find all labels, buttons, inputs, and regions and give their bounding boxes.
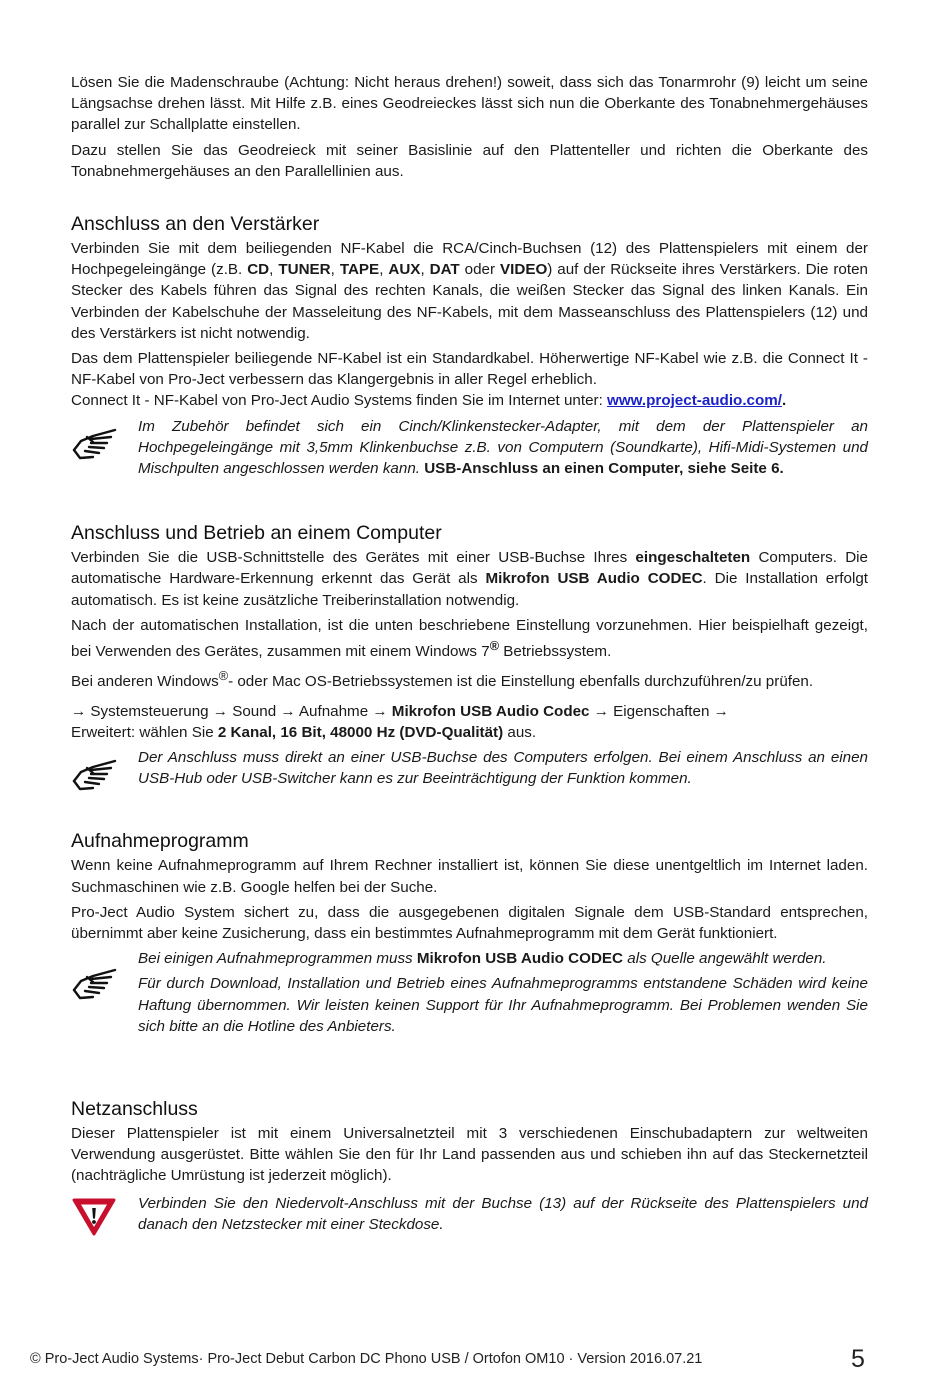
computer-paragraph-3: Bei anderen Windows®- oder Mac OS-Betriebssystemen ist die Einstellung ebenfalls durchzuführen/zu prüfen. <box>71 669 814 691</box>
footer-text: © Pro-Ject Audio Systems· Pro-Ject Debut Carbon DC Phono USB / Ortofon OM10 · Version 2016.07.21 <box>30 1351 703 1367</box>
recording-note-1: Bei einigen Aufnahmeprogrammen muss Mikrofon USB Audio CODEC als Quelle angewählt werden. <box>138 950 827 968</box>
project-audio-link[interactable]: www.project-audio.com/ <box>607 392 782 410</box>
pointing-hand-icon <box>71 757 119 793</box>
warning-triangle-icon <box>71 1196 117 1238</box>
amp-paragraph-1: Verbinden Sie mit dem beiliegenden NF-Kabel die RCA/Cinch-Buchsen (12) des Plattenspielers mit einem der Hochpegeleingänge (z.B. CD, TUNER, TAPE, AUX, DAT oder VIDEO) auf der Rückseite ihres Verstärkers. Die roten Stecker des Kabels führen das Signal des rechten Kanals, die weißen Stecker das Signal des linken Kanals. Ein Verbinden der Kabelschuhe der Masseleitung des NF-Kabels, mit dem Masseanschluss des Plattenspielers (12) und des Verstärkers ist nicht notwendig. <box>71 240 868 342</box>
amp-paragraph-2: Das dem Plattenspieler beiliegende NF-Kabel ist ein Standardkabel. Höherwertige NF-Kabel wie z.B. die Connect It - NF-Kabel von Pro-Ject verbessern das Klangergebnis in aller Regel erheblich. Connect It - NF-Kabel von Pro-Ject Audio Systems finden Sie im Internet unter: www.project-audio.com/. <box>71 350 868 410</box>
power-warning-text: Verbinden Sie den Niedervolt-Anschluss mit der Buchse (13) auf der Rückseite des Plattenspielers und danach den Netzstecker mit einer Steckdose. <box>138 1194 868 1233</box>
intro-paragraph-1: Lösen Sie die Madenschraube (Achtung: Nicht heraus drehen!) soweit, dass sich das Tonarmrohr (9) leicht um seine Längsachse drehen lässt. Mit Hilfe z.B. eines Geodreieckes lässt sich nun die Oberkante des Tonabnehmergehäuses parallel zur Schallplatte einstellen. <box>71 74 868 134</box>
power-paragraph-1: Dieser Plattenspieler ist mit einem Universalnetzteil mit 3 verschiedenen Einschubadaptern zur weltweiten Verwendung ausgerüstet. Bitte wählen Sie den für Ihr Land passenden aus und schieben ihn auf das Steckernetzteil (nachträgliche Umrüstung ist jederzeit möglich). <box>71 1125 868 1185</box>
recording-note-2: Für durch Download, Installation und Betrieb eines Aufnahmeprogramms entstandene Schäden wird keine Haftung übernommen. Wir leisten keinen Support für Ihr Aufnahmeprogramm. Bei Problemen wenden Sie sich bitte an die Hotline des Anbieters. <box>138 975 868 1035</box>
recording-paragraph-1: Wenn keine Aufnahmeprogramm auf Ihrem Rechner installiert ist, können Sie diese unentgeltlich im Internet laden. Suchmaschinen wie z.B. Google helfen bei der Suche. <box>71 857 868 896</box>
amp-note <box>71 416 868 480</box>
heading-amplifier: Anschluss an den Verstärker <box>71 213 320 236</box>
amp-note-bold: USB-Anschluss an einen Computer, siehe Seite 6. <box>424 460 784 478</box>
pointing-hand-icon <box>71 966 119 1002</box>
heading-computer: Anschluss und Betrieb an einem Computer <box>71 522 442 545</box>
power-warning <box>71 1193 868 1235</box>
document-page <box>71 72 868 1235</box>
heading-power: Netzanschluss <box>71 1098 198 1121</box>
computer-note <box>71 747 868 789</box>
amp-note-text: Im Zubehör befindet sich ein Cinch/Klinkenstecker-Adapter, mit dem der Plattenspieler an Hochpegeleingänge mit 3,5mm Klinkenbuchse z.B. von Computern (Soundkarte), Hifi-Midi-Systemen und Mischpulten angeschlossen werden kann. <box>138 417 868 478</box>
pointing-hand-icon <box>71 426 119 462</box>
computer-paragraph-1: Verbinden Sie die USB-Schnittstelle des Gerätes mit einer USB-Buchse Ihres eingeschalteten Computers. Die automatische Hardware-Erkennung erkennt das Gerät als Mikrofon USB Audio CODEC. Die Installation erfolgt automatisch. Es ist keine zusätzliche Treiberinstallation notwendig. <box>71 549 868 609</box>
recording-note <box>71 948 868 1037</box>
computer-note-text: Der Anschluss muss direkt an einer USB-Buchse des Computers erfolgen. Bei einem Anschluss an einen USB-Hub oder USB-Switcher kann es zur Beeinträchtigung der Funktion kommen. <box>138 749 868 788</box>
recording-paragraph-2: Pro-Ject Audio System sichert zu, dass die ausgegebenen digitalen Signale dem USB-Standard entsprechen, übernimmt aber keine Zusicherung, dass ein bestimmtes Aufnahmeprogramm mit dem Gerät funktioniert. <box>71 903 868 943</box>
computer-paragraph-2: Nach der automatischen Installation, ist die unten beschriebene Einstellung vorzunehmen. Hier beispielhaft gezeigt, bei Verwenden des Gerätes, zusammen mit einem Windows 7® Betriebssystem. <box>71 616 868 661</box>
page-number: 5 <box>851 1345 865 1373</box>
settings-path: → Systemsteuerung → Sound → Aufnahme → Mikrofon USB Audio Codec → Eigenschaften → Erweitert: wählen Sie 2 Kanal, 16 Bit, 48000 Hz (DVD-Qualität) aus. <box>71 702 729 741</box>
intro-paragraph-2: Dazu stellen Sie das Geodreieck mit seiner Basislinie auf den Plattenteller und richten die Oberkante des Tonabnehmergehäuses an den Parallellinien aus. <box>71 141 868 180</box>
heading-recording: Aufnahmeprogramm <box>71 830 249 853</box>
